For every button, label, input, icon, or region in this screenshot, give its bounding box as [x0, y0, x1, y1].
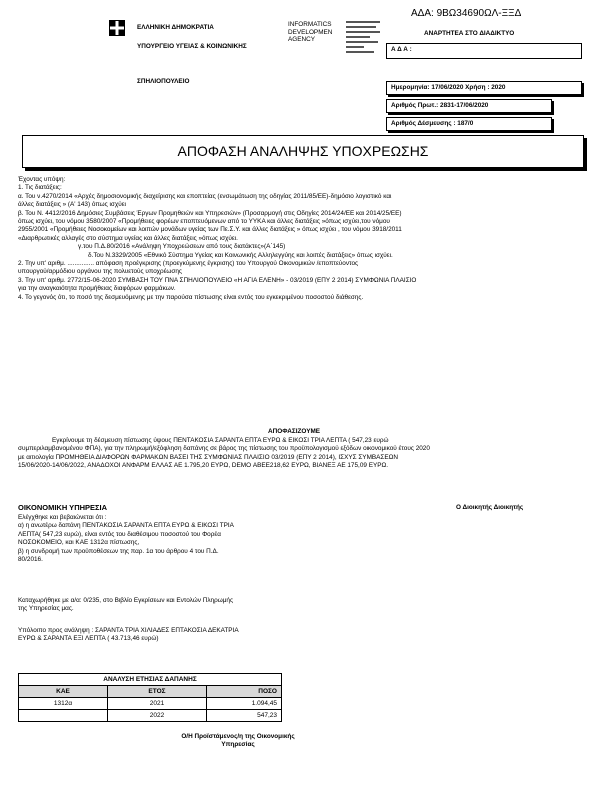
- consideration-line: α. Του ν.4270/2014 «Αρχές δημοσιονομικής διαχείρισης και εποπτείας (ενσωμάτωση της οδηγίας 2011/85/ΕΕ)-δημόσιο λογιστικό και: [18, 192, 392, 200]
- finance-line: ΝΟΣΟΚΟΜΕΙΟ, και ΚΑΕ 1312α πίστωσης,: [18, 539, 140, 547]
- balance-text: [18, 627, 318, 644]
- consideration-line: 2955/2001 «Προμήθειες Νοσοκομείων και λοιπών μονάδων υγείας των Πε.Σ.Υ. και άλλες διατάξεις » όπως ισχύει , του νόμου 3918/2011: [18, 226, 402, 234]
- decision-line: με αιτιολογία ΠΡΟΜΗΘΕΙΑ ΔΙΑΦΟΡΩΝ ΦΑΡΜΑΚΩΝ ΒΑΣΕΙ ΤΗΣ ΣΥΜΦΩΝΙΑΣ ΠΛΑΙΣΙΟ 03/2019 (ΕΠΥ 2 2014), ΙΣΧΥΣ ΣΥΜΒΑΣΕΩΝ: [18, 453, 399, 461]
- col-amount: ΠΟΣΟ: [207, 686, 282, 698]
- balance-line: Υπόλοιπο προς ανάληψη : ΣΑΡΑΝΤΑ ΤΡΙΑ ΧΙΛΙΑΔΕΣ ΕΠΤΑΚΟΣΙΑ ΔΕΚΑΤΡΙΑ: [18, 627, 239, 634]
- consideration-line: β. Του Ν. 4412/2016 Δημόσιες Συμβάσεις Έργων Προμηθειών και Υπηρεσιών» (Προσαρμογή στις Οδηγίες 2014/24/ΕΕ και 2014/25/ΕΕ): [18, 209, 402, 217]
- registration-text: [18, 597, 318, 614]
- consideration-line: όπως ισχύει, του νόμου 3580/2007 «Προμήθειες φορέων εποπτευόμενων από το ΥΥΚΑ και άλλες διατάξεις »όπως ισχύει,του νόμου: [18, 218, 390, 226]
- finance-line: ΛΕΠΤΑ( 547,23 ευρώ), είναι εντός του διαθέσιμου ποσοστού του Φορέα: [18, 530, 221, 538]
- ada-box-label: Α Δ Α :: [391, 46, 412, 53]
- registration-line: Καταχωρήθηκε με α/α: 0/235, στο Βιβλίο Εγκρίσεων και Εντολών Πληρωμής: [18, 597, 234, 604]
- decision-heading: ΑΠΟΦΑΣΙΖΟΥΜΕ: [268, 428, 321, 435]
- agency-name: INFORMATICS DEVELOPMEN AGENCY: [288, 21, 333, 44]
- digital-signature-stamp: [346, 21, 382, 55]
- decision-line: Εγκρίνουμε τη δέσμευση πίστωσης ύψους ΠΕΝΤΑΚΟΣΙΑ ΣΑΡΑΝΤΑ ΕΠΤΑ ΕΥΡΩ & ΕΙΚΟΣΙ ΤΡΙΑ ΛΕΠΤΑ ( 547,23 ευρώ: [52, 437, 389, 444]
- finance-line: 80/2016.: [18, 556, 43, 564]
- ada-box: [386, 43, 582, 59]
- table-title: ΑΝΑΛΥΣΗ ΕΤΗΣΙΑΣ ΔΑΠΑΝΗΣ: [19, 674, 282, 686]
- signature-line: Υπηρεσίας: [221, 741, 255, 749]
- signature-block: [138, 733, 338, 750]
- date-year-box: [386, 81, 582, 95]
- consideration-line: δ.Του Ν.3329/2005 «Εθνικό Σύστημα Υγείας και Κοινωνικής Αλληλεγγύης και λοιπές διατάξεις» όπως ισχύει.: [88, 251, 393, 259]
- decision-text: [18, 437, 598, 471]
- consideration-line: 3. Την υπ' αριθμ. 2772/15-06-2020 ΣΥΜΒΑΣΗ ΤΟΥ ΠΝΑ ΣΠΗΛΙΟΠΟΥΛΕΙΟ «Η ΑΓΙΑ ΕΛΕΝΗ» - 03/2019 (ΕΠΥ 2 2014) ΣΥΜΦΩΝΙΑ ΠΛΑΙΣΙΟ: [18, 276, 417, 284]
- decision-line: 15/06/2020-14/06/2022, ΑΝΑΔΟΧΟΙ ΑΝΦΑΡΜ ΕΛΛΑΣ ΑΕ 1.795,20 ΕΥΡΩ, DEMO ΑΒΕΕ218,62 ΕΥΡΩ, ΒΙΑΝΕΞ ΑΕ 175,09 ΕΥΡΩ.: [18, 462, 389, 470]
- registration-line: της Υπηρεσίας μας.: [18, 605, 74, 613]
- consideration-line: υπουργού/αρμόδιου οργάνου της πολυετούς υποχρέωσης: [18, 268, 182, 276]
- posted-online-label: ΑΝΑΡΤΗΤΕΑ ΣΤΟ ΔΙΑΔΙΚΤΥΟ: [424, 30, 515, 37]
- consideration-line: γ.του Π.Δ.80/2016 «Ανάληψη Υποχρεώσεων από τους διατάκτες»(Α΄145): [78, 243, 286, 251]
- date-year-text: Ημερομηνία: 17/06/2020 Χρήση : 2020: [391, 84, 506, 91]
- finance-line: α) η ανωτέρω δαπάνη ΠΕΝΤΑΚΟΣΙΑ ΣΑΡΑΝΤΑ ΕΠΤΑ ΕΥΡΩ & ΕΙΚΟΣΙ ΤΡΙΑ: [18, 522, 234, 530]
- col-year: ΕΤΟΣ: [108, 686, 207, 698]
- balance-line: ΕΥΡΩ & ΣΑΡΑΝΤΑ ΕΞΙ ΛΕΠΤΑ ( 43.713,46 ευρώ): [18, 635, 159, 643]
- annual-expense-table: [18, 673, 282, 722]
- ministry-label: ΥΠΟΥΡΓΕΙΟ ΥΓΕΙΑΣ & ΚΟΙΝΩΝΙΚΗΣ: [137, 43, 247, 50]
- commitment-box: [386, 117, 552, 131]
- considerations-section: [18, 176, 603, 302]
- commitment-text: Αριθμός Δέσμευσης : 187/0: [391, 120, 474, 127]
- ada-top: ΑΔΑ: 9ΒΩ34690ΩΛ-ΞΞΔ: [411, 8, 522, 19]
- greek-emblem-icon: [107, 18, 127, 38]
- protocol-box: [386, 99, 552, 113]
- title-box: [22, 135, 584, 168]
- protocol-text: Αριθμός Πρωτ.: 2831-17/06/2020: [391, 102, 489, 109]
- table-row: 1312α 2021 1.094,45: [19, 698, 282, 710]
- consideration-line: 4. Το γεγονός ότι, το ποσό της δεσμευόμενης με την παρούσα πίστωσης είναι εντός του εγκεκριμένου ποσοστού διάθεσης.: [18, 293, 364, 301]
- table-row: 2022 547,23: [19, 710, 282, 722]
- hospital-name: ΣΠΗΛΙΟΠΟΥΛΕΙΟ: [137, 78, 190, 85]
- finance-text: [18, 514, 318, 564]
- finance-line: Ελέγχθηκε και βεβαιώνεται ότι :: [18, 514, 107, 521]
- considerations-intro: Έχοντας υπόψη:: [18, 176, 66, 183]
- page-title: ΑΠΟΦΑΣΗ ΑΝΑΛΗΨΗΣ ΥΠΟΧΡΕΩΣΗΣ: [177, 143, 429, 159]
- consideration-line: άλλες διατάξεις » (Α' 143) όπως ισχύει: [18, 201, 126, 209]
- consideration-line: «Διαρθρωτικές αλλαγές στο σύστημα υγείας και άλλες διατάξεις »όπως ισχύει.: [18, 234, 238, 242]
- republic-label: ΕΛΛΗΝΙΚΗ ΔΗΜΟΚΡΑΤΙΑ: [137, 24, 214, 31]
- decision-line: συμπεριλαμβανομένου ΦΠΑ), για την πληρωμή/εξόφληση δαπάνης σε βάρος της πίστωσης του προϋπολογισμού εξόδων οικονομικού έτους 2020: [18, 445, 430, 453]
- consideration-line: 2. Την υπ' αριθμ. ............... απόφαση προέγκρισης (προεγκύμενης έγκρισης) του Υπουργού Οικονομικών /εποπτεύοντος: [18, 260, 359, 268]
- signature-line: Ο/Η Προϊστάμενος/η της Οικονομικής: [181, 733, 295, 740]
- finance-heading: ΟΙΚΟΝΟΜΙΚΗ ΥΠΗΡΕΣΙΑ: [18, 503, 108, 512]
- consideration-line: για την αναγκαιότητα προμήθειας διαφόρων φαρμάκων.: [18, 285, 176, 293]
- finance-line: β) η συνδρομή των προϋποθέσεων της παρ. 1α του άρθρου 4 του Π.Δ.: [18, 547, 219, 555]
- col-kae: ΚΑΕ: [19, 686, 108, 698]
- director-label: Ο Διοικητής Διοικητής: [456, 504, 524, 511]
- consideration-line: 1. Τις διατάξεις:: [18, 184, 62, 192]
